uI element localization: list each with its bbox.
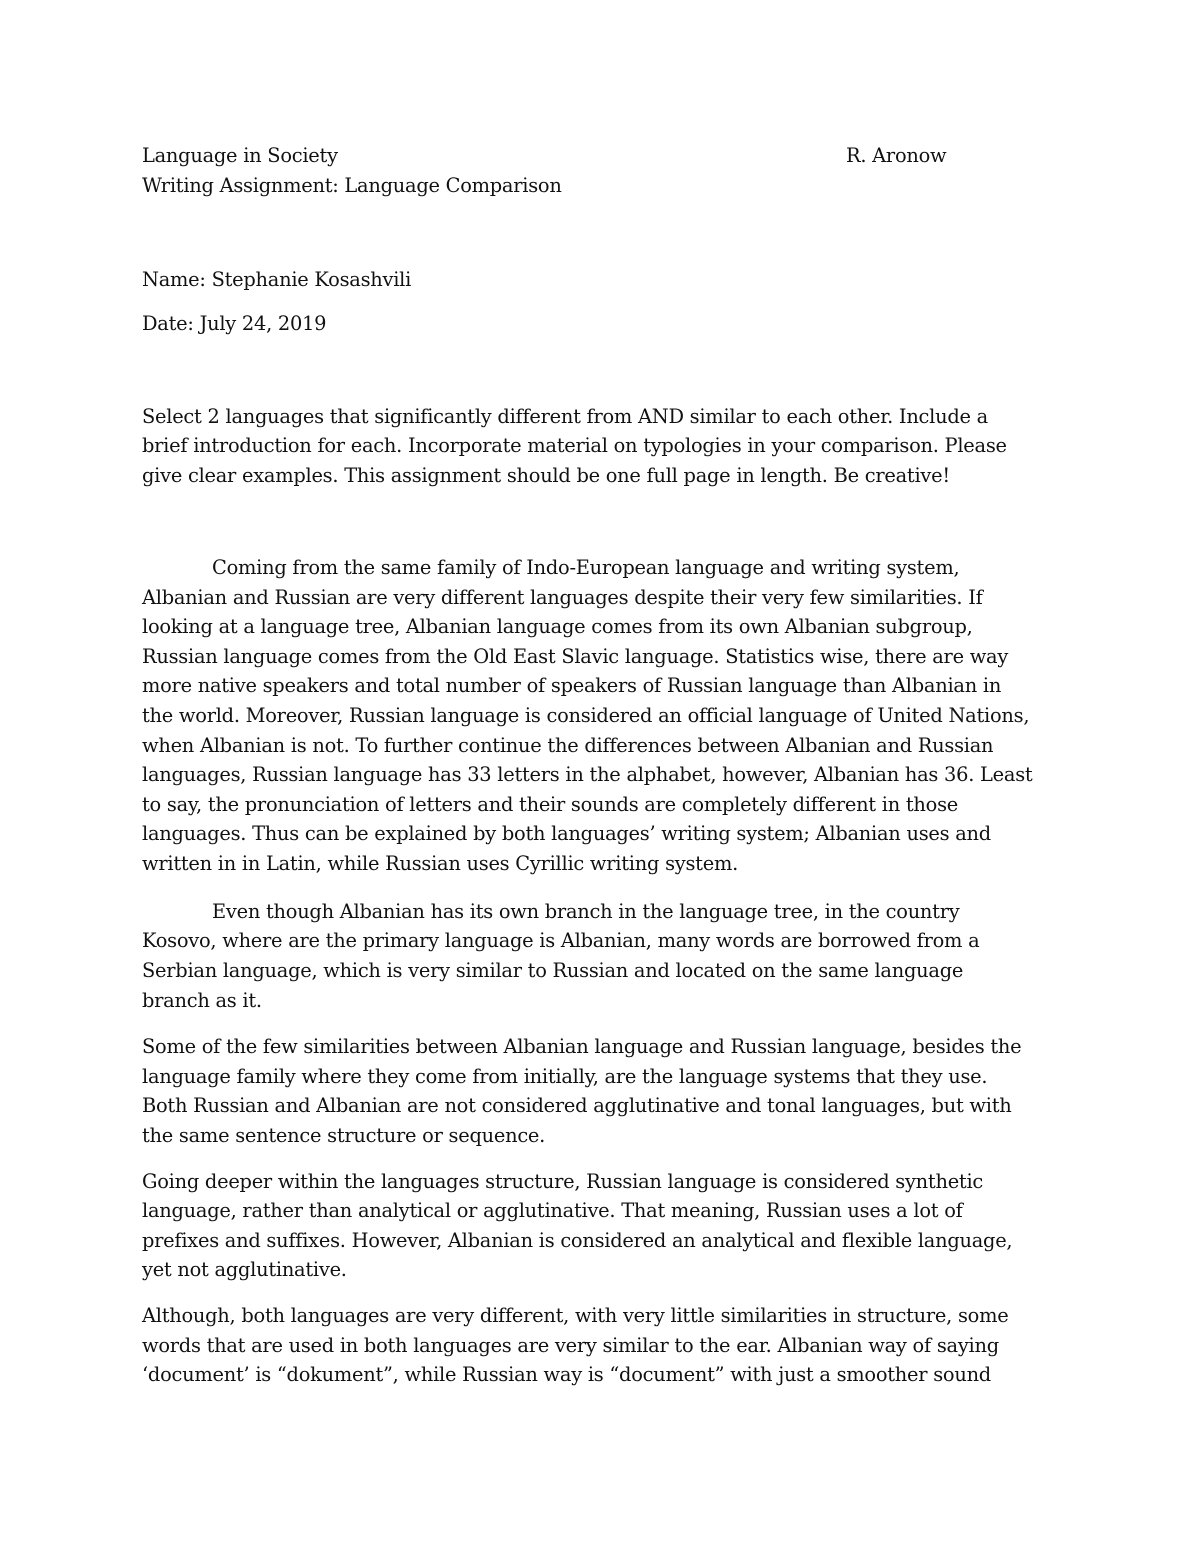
paragraph-line: to say, the pronunciation of letters and their sounds are completely different in those [142, 793, 958, 816]
paragraph-line: more native speakers and total number of speakers of Russian language than Albanian in [142, 674, 1002, 697]
paragraph-line: languages, Russian language has 33 letters in the alphabet, however, Albanian has 36. Least [142, 763, 1033, 786]
paragraph-line: branch as it. [142, 989, 262, 1012]
prompt-line: Select 2 languages that significantly different from AND similar to each other. Include a [142, 405, 988, 428]
student-name: Name: Stephanie Kosashvili [142, 268, 412, 291]
paragraph-line: written in in Latin, while Russian uses Cyrillic writing system. [142, 852, 738, 875]
paragraph-line: Albanian and Russian are very different languages despite their very few similarities. If [142, 586, 983, 609]
paragraph-line: prefixes and suffixes. However, Albanian is considered an analytical and flexible language, [142, 1229, 1013, 1252]
paragraph-line: when Albanian is not. To further continue the differences between Albanian and Russian [142, 734, 994, 757]
course-title: Language in Society [142, 144, 338, 167]
paragraph-line: Some of the few similarities between Albanian language and Russian language, besides the [142, 1035, 1022, 1058]
paragraph-line: ‘document’ is “dokument”, while Russian way is “document” with just a smoother sound [142, 1363, 991, 1386]
paragraph-line: Kosovo, where are the primary language is Albanian, many words are borrowed from a [142, 929, 980, 952]
paragraph-line: yet not agglutinative. [142, 1258, 347, 1281]
paragraph-line: Even though Albanian has its own branch in the language tree, in the country [212, 900, 960, 923]
paragraph-line: language, rather than analytical or agglutinative. That meaning, Russian uses a lot of [142, 1199, 963, 1222]
paragraph-line: Both Russian and Albanian are not considered agglutinative and tonal languages, but with [142, 1094, 1012, 1117]
paragraph-line: Going deeper within the languages structure, Russian language is considered synthetic [142, 1170, 984, 1193]
paragraph-line: Coming from the same family of Indo-European language and writing system, [212, 556, 960, 579]
prompt-line: brief introduction for each. Incorporate material on typologies in your comparison. Please [142, 434, 1007, 457]
paragraph-line: Although, both languages are very different, with very little similarities in structure, some [142, 1304, 1009, 1327]
paragraph-line: looking at a language tree, Albanian language comes from its own Albanian subgroup, [142, 615, 973, 638]
paragraph-line: language family where they come from initially, are the language systems that they use. [142, 1065, 988, 1088]
paragraph-line: words that are used in both languages are very similar to the ear. Albanian way of saying [142, 1334, 999, 1357]
paragraph-line: the same sentence structure or sequence. [142, 1124, 546, 1147]
assignment-title: Writing Assignment: Language Comparison [142, 174, 562, 197]
paragraph-line: languages. Thus can be explained by both languages’ writing system; Albanian uses and [142, 822, 991, 845]
assignment-date: Date: July 24, 2019 [142, 312, 327, 335]
paragraph-line: Russian language comes from the Old East Slavic language. Statistics wise, there are way [142, 645, 1009, 668]
paragraph-line: the world. Moreover, Russian language is considered an official language of United Nations, [142, 704, 1030, 727]
prompt-line: give clear examples. This assignment should be one full page in length. Be creative! [142, 464, 950, 487]
instructor-name: R. Aronow [846, 144, 947, 167]
paragraph-line: Serbian language, which is very similar to Russian and located on the same language [142, 959, 964, 982]
